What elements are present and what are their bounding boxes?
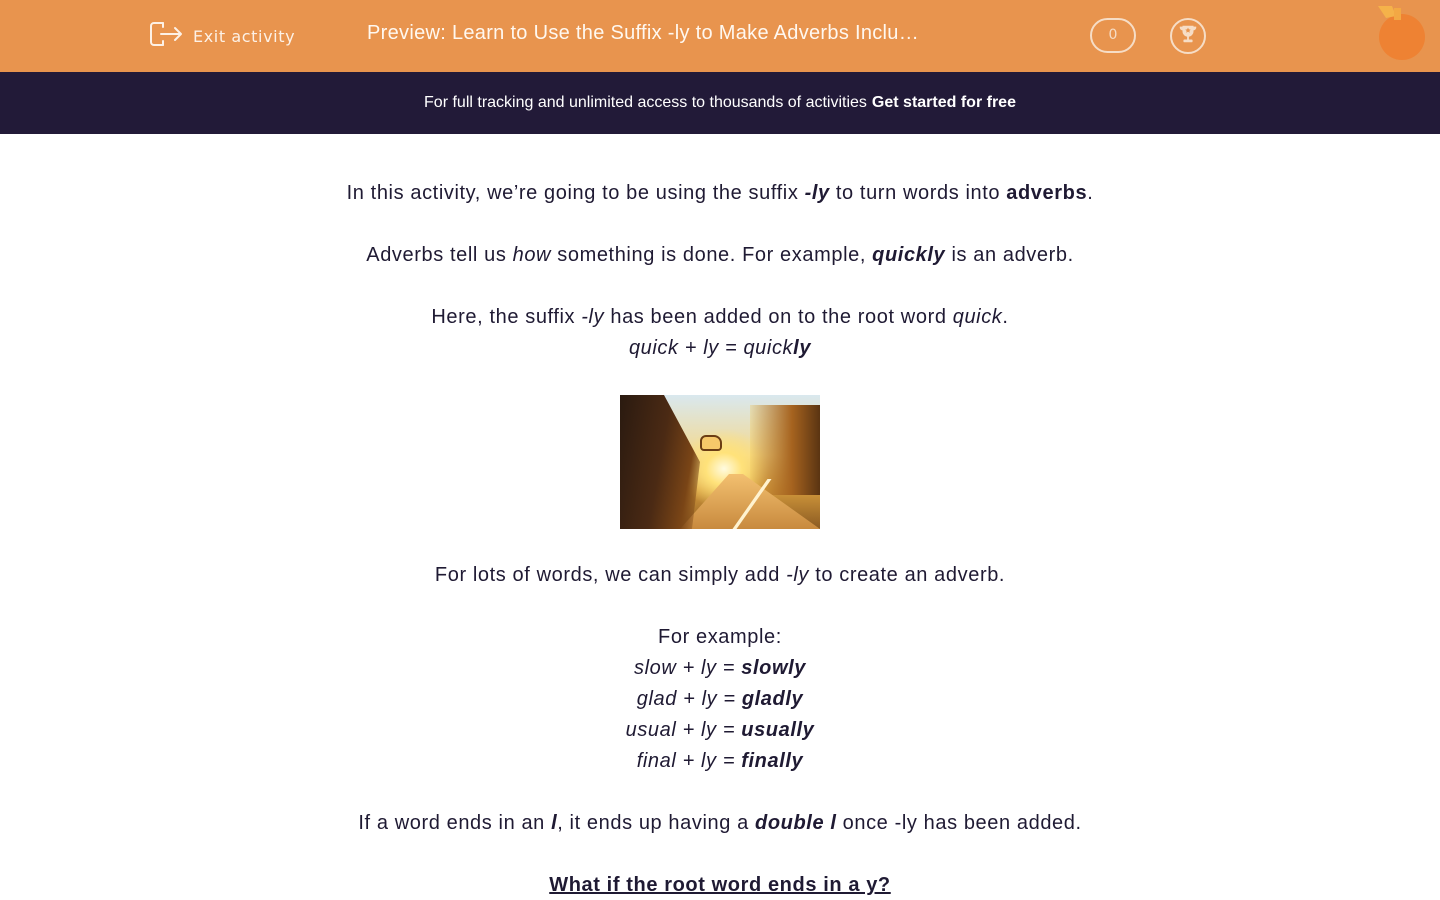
get-started-link[interactable]: Get started for free bbox=[871, 94, 1016, 111]
root-word-paragraph bbox=[0, 303, 1440, 331]
for-example-label: For example: bbox=[658, 626, 782, 648]
example-equation bbox=[0, 747, 1440, 775]
trophy-icon bbox=[1177, 23, 1199, 49]
text: . bbox=[1087, 182, 1094, 204]
example-root: final + ly = bbox=[636, 750, 742, 772]
root-word-emphasis: quick bbox=[952, 306, 1003, 328]
exit-door-icon bbox=[149, 19, 183, 53]
text: , it ends up having a bbox=[557, 812, 756, 834]
example-equation bbox=[0, 716, 1440, 744]
text: In this activity, we’re going to be using the suffix bbox=[346, 182, 805, 204]
example-result: finally bbox=[741, 750, 804, 772]
example-result: slowly bbox=[741, 657, 806, 679]
trophy-button[interactable] bbox=[1170, 18, 1206, 54]
suffix-emphasis: -ly bbox=[804, 182, 830, 204]
suffix-emphasis: -ly bbox=[581, 306, 605, 328]
example-root: glad + ly = bbox=[636, 688, 742, 710]
score-badge: 0 bbox=[1090, 18, 1136, 53]
banner-text: For full tracking and unlimited access to thousands of activities bbox=[424, 94, 867, 111]
text: Here, the suffix bbox=[431, 306, 582, 328]
simply-add-paragraph bbox=[0, 561, 1440, 589]
l-emphasis: l bbox=[551, 812, 558, 834]
example-equation bbox=[0, 654, 1440, 682]
how-emphasis: how bbox=[512, 244, 552, 266]
example-result: usually bbox=[741, 719, 815, 741]
exit-activity-button[interactable] bbox=[149, 20, 295, 52]
speeding-car-image bbox=[620, 395, 820, 529]
quickly-emphasis: quickly bbox=[872, 244, 946, 266]
top-bar bbox=[0, 0, 1440, 72]
text: If a word ends in an bbox=[358, 812, 552, 834]
exit-activity-label: Exit activity bbox=[193, 26, 296, 46]
double-l-paragraph bbox=[0, 809, 1440, 837]
example-root: slow + ly = bbox=[634, 657, 742, 679]
text: For lots of words, we can simply add bbox=[434, 564, 787, 586]
text: . bbox=[1002, 306, 1009, 328]
suffix-emphasis: -ly bbox=[786, 564, 810, 586]
signup-banner bbox=[0, 72, 1440, 134]
equation-suffix: ly bbox=[793, 337, 812, 359]
text: something is done. For example, bbox=[551, 244, 873, 266]
text: to create an adverb. bbox=[809, 564, 1006, 586]
intro-paragraph bbox=[0, 179, 1440, 207]
text: is an adverb. bbox=[945, 244, 1074, 266]
section-heading: What if the root word ends in a y? bbox=[549, 874, 891, 896]
text: Adverbs tell us bbox=[366, 244, 513, 266]
activity-title: Preview: Learn to Use the Suffix -ly to Make Adverbs Inclu… bbox=[367, 22, 920, 44]
adverb-definition-paragraph bbox=[0, 241, 1440, 269]
example-result: gladly bbox=[741, 688, 804, 710]
example-root: usual + ly = bbox=[625, 719, 742, 741]
equation-root: quick + ly = quick bbox=[628, 337, 794, 359]
double-l-emphasis: double l bbox=[755, 812, 837, 834]
text: has been added on to the root word bbox=[604, 306, 953, 328]
example-equation bbox=[0, 685, 1440, 713]
text: once -ly has been added. bbox=[836, 812, 1082, 834]
quickly-equation bbox=[0, 334, 1440, 362]
orange-logo-icon bbox=[1374, 4, 1430, 62]
text: to turn words into bbox=[829, 182, 1007, 204]
adverbs-emphasis: adverbs bbox=[1006, 182, 1088, 204]
